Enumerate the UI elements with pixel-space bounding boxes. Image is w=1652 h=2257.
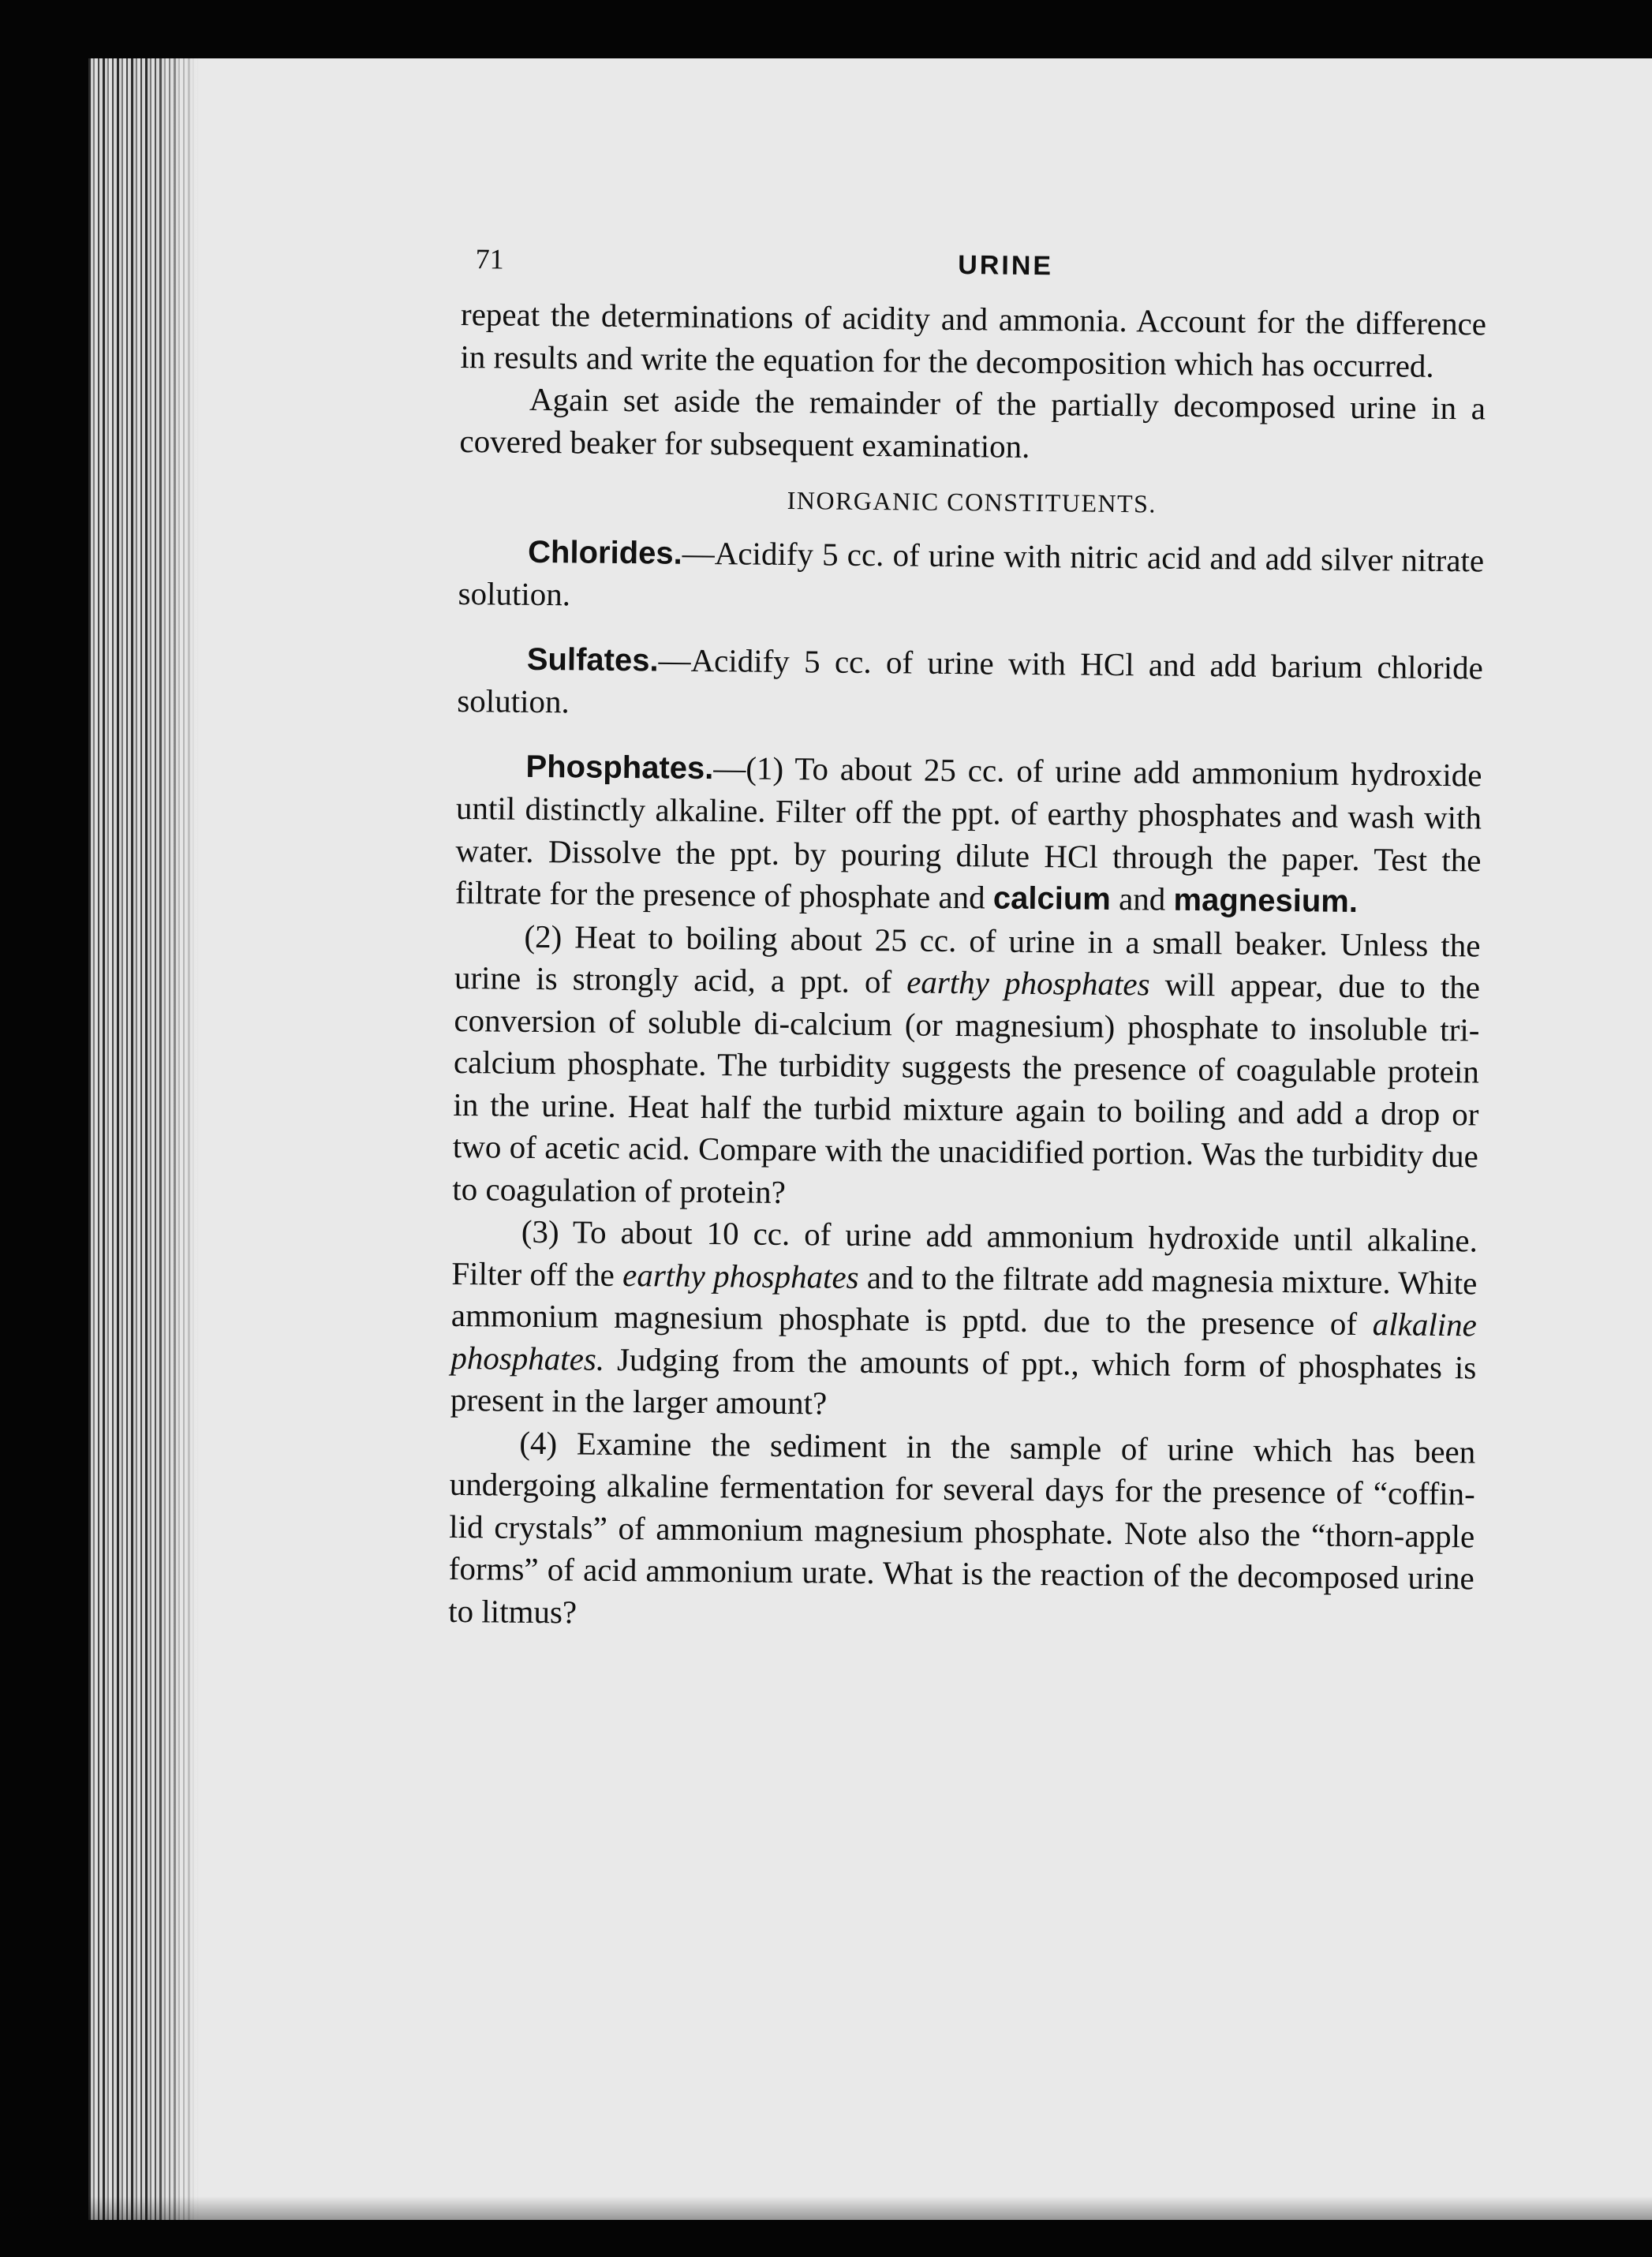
paragraph-phosphates-1 — [455, 744, 1482, 924]
paragraph-phosphates-3 — [450, 1210, 1478, 1431]
sulfates-text: —Acidify 5 cc. of urine with HCl and add barium chloride solution. — [457, 641, 1484, 720]
running-title: URINE — [958, 250, 1054, 282]
phosphates-3-text-a: (3) To about 10 cc. of urine add ammonium hydroxide until alkaline. Filter off the — [451, 1213, 1478, 1293]
earthy-phosphates-term: earthy phosphates — [906, 963, 1150, 1003]
alkaline-phosphates-term: alkaline phosphates. — [450, 1306, 1478, 1377]
phosphates-heading: Phosphates. — [525, 749, 714, 786]
text-block — [448, 237, 1487, 1642]
phosphates-1-text: —(1) To about 25 cc. of urine add ammonium hydroxide until distinctly alkaline. Filter off the ppt. of earthy phosphates and wash with water. Dissolve the ppt. by pouring dilute HCl through the paper. Test the filtrate for the presence of phosphate and — [454, 749, 1482, 916]
chlorides-text: —Acidify 5 cc. of urine with nitric acid and add silver nitrate solution. — [458, 534, 1485, 613]
paragraph-chlorides — [458, 529, 1484, 624]
calcium-term: calcium — [992, 880, 1112, 917]
section-heading: INORGANIC CONSTITUENTS. — [787, 485, 1157, 518]
phosphates-2-text-a: (2) Heat to boiling about 25 cc. of urine in a small beaker. Unless the urine is strongly acid, a ppt. of — [454, 917, 1481, 1000]
page-edge-stack — [88, 58, 199, 2220]
sulfates-heading: Sulfates. — [526, 641, 659, 678]
paragraph-sulfates — [457, 637, 1483, 731]
phosphates-3-text-c: Judging from the amounts of ppt., which form of phosphates is present in the larger amount? — [450, 1340, 1477, 1422]
paragraph-set-aside: Again set aside the remainder of the partially decomposed urine in a covered beaker for subsequent examination. — [459, 380, 1486, 465]
phosphates-3-text-b: and to the filtrate add magnesia mixture. White ammonium magnesium phosphate is pptd. due to the presence of — [450, 1258, 1478, 1343]
magnesium-term: magnesium. — [1173, 882, 1359, 919]
paragraph-phosphates-4: (4) Examine the sediment in the sample of urine which has been undergoing alkaline fermentation for several days for the presence of “coffin-lid crystals” of ammonium magnesium phosphate. Note also the “thorn-apple forms” of acid ammonium urate. What is the reaction of the decomposed urine to litmus? — [448, 1424, 1476, 1630]
paragraph-continued: repeat the determinations of acidity and ammonia. Account for the difference in results and write the equation for the decomposition which has occurred. — [460, 295, 1487, 384]
earthy-phosphates-term-2: earthy phosphates — [622, 1256, 859, 1295]
phosphates-1-and: and — [1110, 880, 1174, 917]
phosphates-2-text-b: will appear, due to the conversion of soluble di-calcium (or magnesium) phosphate to insoluble tri-calcium phosphate. The turbidity suggests the presence of coagulable protein in the urine. Heat half the turbid mixture again to boiling and add a drop or two of acetic acid. Compare with the unacidified portion. Was the turbidity due to coagulation of protein? — [452, 966, 1481, 1210]
chlorides-heading: Chlorides. — [527, 534, 682, 571]
page-number: 71 — [475, 243, 504, 275]
running-head — [461, 237, 1487, 303]
page-bottom-shadow — [88, 2196, 1652, 2220]
paragraph-phosphates-2 — [452, 914, 1481, 1220]
